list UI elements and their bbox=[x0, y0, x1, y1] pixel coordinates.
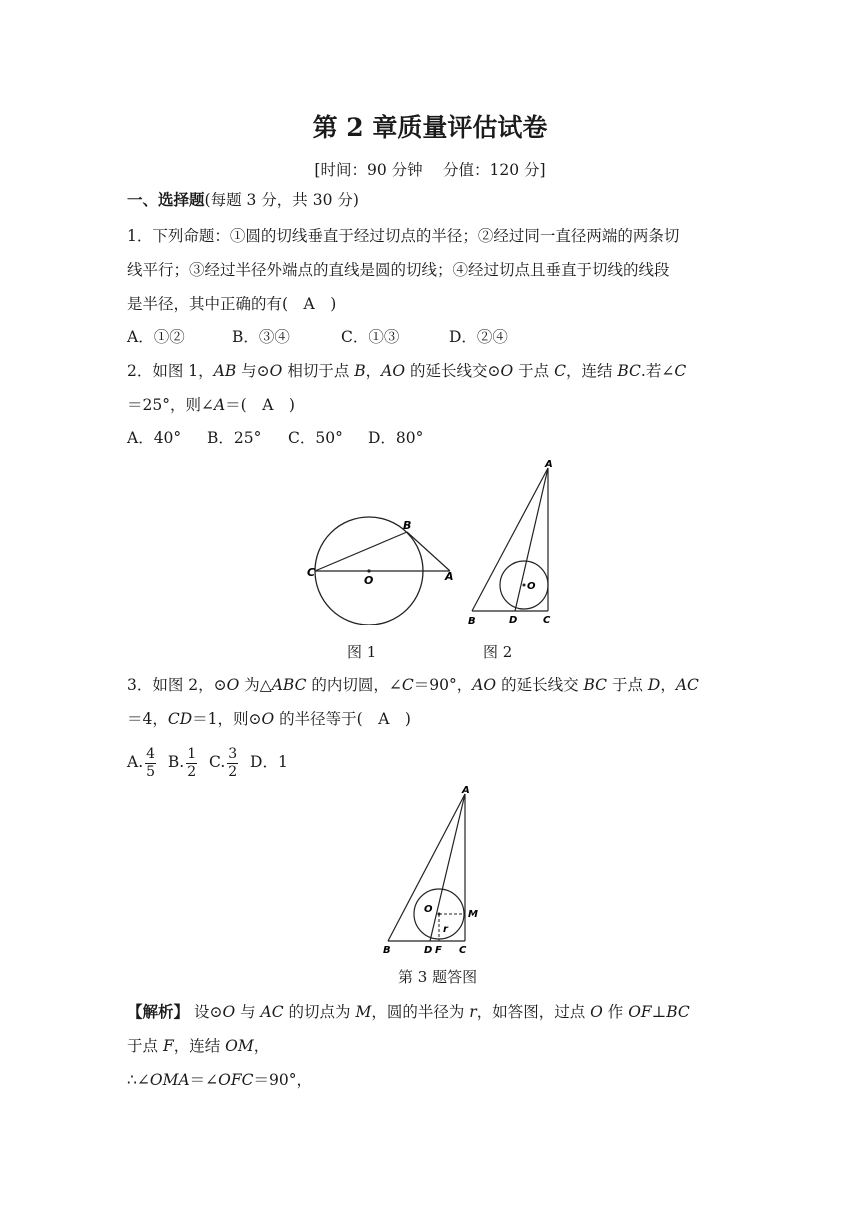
q3-line1: 3．如图 2，⊙O 为△ABC 的内切圆，∠C＝90°，AO 的延长线交 BC 于点 D，AC bbox=[127, 676, 699, 694]
fig3-label-F: F bbox=[435, 945, 442, 956]
fig1-center-dot bbox=[367, 569, 370, 572]
fig1-label-C: C bbox=[307, 566, 316, 579]
solution-line1: 【解析】 设⊙O 与 AC 的切点为 M，圆的半径为 r，如答图，过点 O 作 OF⊥BC bbox=[127, 1002, 690, 1021]
q1-line1: 1．下列命题：①圆的切线垂直于经过切点的半径；②经过同一直径两端的两条切 bbox=[127, 227, 680, 245]
figure-1-caption: 图 1 bbox=[347, 643, 377, 661]
fig2-label-D: D bbox=[509, 615, 518, 626]
q2-option-c: C．50° bbox=[288, 429, 343, 447]
q1-option-a: A．①② bbox=[127, 328, 185, 346]
q2-option-b: B．25° bbox=[207, 429, 262, 447]
fig3-center-dot bbox=[438, 913, 441, 916]
fig3-label-A: A bbox=[462, 785, 470, 796]
page-title: 第 2 章质量评估试卷 bbox=[312, 113, 548, 142]
q1-line2: 线平行；③经过半径外端点的直线是圆的切线；④经过切点且垂直于切线的线段 bbox=[127, 261, 670, 279]
fig3-label-B: B bbox=[383, 945, 391, 956]
fig2-label-C: C bbox=[543, 615, 551, 626]
fig2-side-AB bbox=[472, 468, 548, 611]
q1-option-d: D．②④ bbox=[449, 328, 508, 346]
figure-3-caption: 第 3 题答图 bbox=[398, 968, 478, 986]
fig2-label-B: B bbox=[468, 616, 476, 627]
figure-3-diagram bbox=[378, 784, 488, 956]
exam-info: [时间：90 分钟 分值：120 分] bbox=[314, 161, 546, 179]
fig1-label-B: B bbox=[403, 519, 412, 532]
fig3-label-M: M bbox=[468, 909, 478, 920]
figure-2-caption: 图 2 bbox=[483, 643, 513, 661]
fig2-label-O: O bbox=[527, 581, 536, 592]
q3-option-d: D．1 bbox=[250, 753, 288, 771]
fig2-label-A: A bbox=[545, 459, 553, 470]
fig3-label-O: O bbox=[424, 904, 433, 915]
q2-option-a: A．40° bbox=[127, 429, 182, 447]
fig2-center-dot bbox=[523, 584, 526, 587]
q2-line1: 2．如图 1，AB 与⊙O 相切于点 B，AO 的延长线交⊙O 于点 C，连结 BC.若∠C bbox=[127, 362, 687, 380]
q1-option-b: B．③④ bbox=[232, 328, 290, 346]
q3-option-b: B. $\frac{1}{2}$ bbox=[167, 745, 197, 780]
solution-line3: ∴∠OMA＝∠OFC＝90°， bbox=[127, 1071, 312, 1089]
solution-tag: 【解析】 bbox=[127, 1002, 190, 1021]
q3-options bbox=[127, 744, 288, 781]
q2-option-d: D．80° bbox=[368, 429, 424, 447]
q1-line3: 是半径，其中正确的有( A ) bbox=[127, 295, 337, 313]
fig1-line-BA bbox=[407, 532, 450, 571]
fig1-label-A: A bbox=[445, 570, 454, 583]
q3-line2: ＝4，CD＝1，则⊙O 的半径等于( A ) bbox=[127, 710, 411, 728]
q1-option-c: C．①③ bbox=[341, 328, 400, 346]
fig3-side-AB bbox=[388, 794, 465, 941]
solution-line2: 于点 F，连结 OM， bbox=[127, 1037, 270, 1055]
fig3-label-r: r bbox=[443, 924, 448, 935]
fig1-label-O: O bbox=[364, 574, 374, 587]
figure-1-diagram bbox=[305, 510, 460, 625]
q2-line2: ＝25°，则∠A＝( A ) bbox=[127, 396, 295, 414]
figure-2-diagram bbox=[462, 458, 562, 628]
q3-option-a: A. $\frac{4}{5}$ bbox=[127, 745, 156, 780]
q3-option-c: C. $\frac{3}{2}$ bbox=[209, 745, 238, 780]
fig3-label-D: D bbox=[424, 945, 433, 956]
fig3-label-C: C bbox=[459, 945, 467, 956]
section-title: 一、选择题 bbox=[127, 190, 205, 209]
section-note: (每题 3 分，共 30 分) bbox=[204, 191, 359, 209]
section-heading bbox=[127, 190, 359, 210]
fig3-line-AD bbox=[430, 794, 465, 941]
fig1-line-CB bbox=[315, 532, 407, 571]
